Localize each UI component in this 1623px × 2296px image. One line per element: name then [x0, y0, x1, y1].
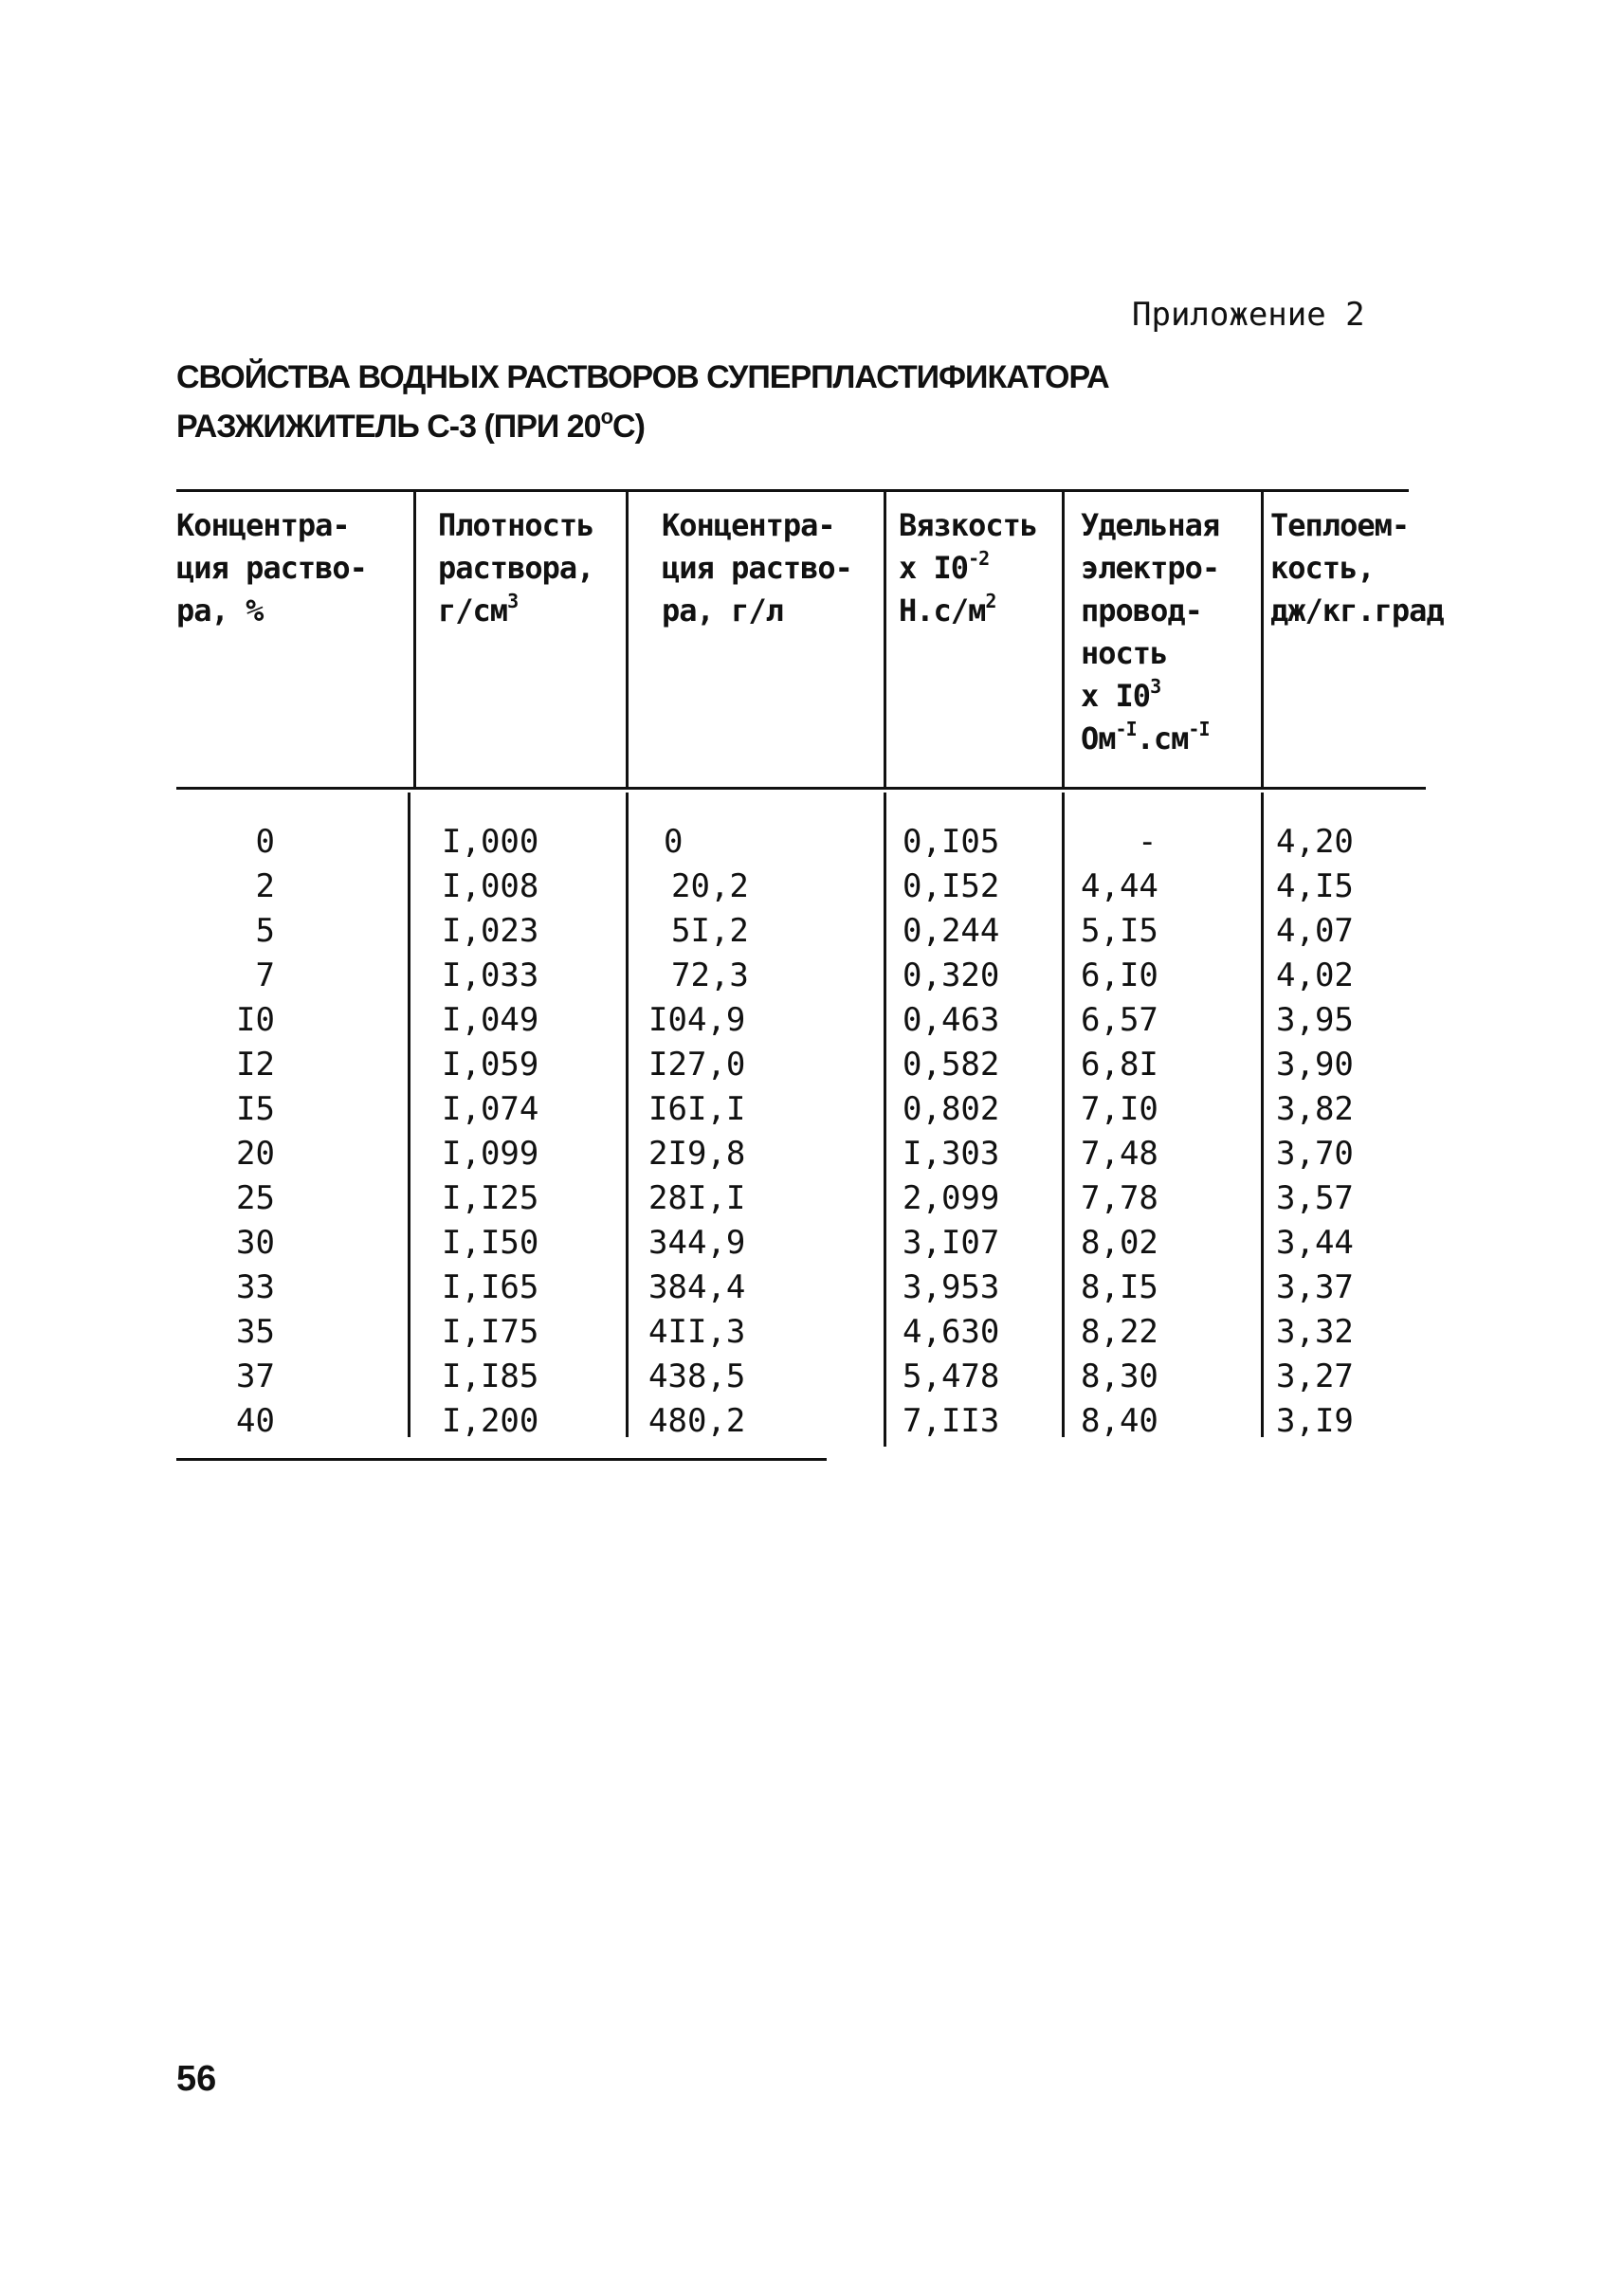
- annex-label: Приложение 2: [1132, 296, 1365, 334]
- cell-heat-capacity: 4,20: [1276, 823, 1354, 861]
- cell-conductivity: -: [1138, 823, 1158, 861]
- header-bottom-rule: [176, 787, 1426, 790]
- cell-concentration-gl: 72,3: [671, 957, 749, 994]
- cell-density: I,023: [442, 912, 539, 950]
- cell-concentration-gl: 28I,I: [648, 1179, 746, 1217]
- cell-concentration-percent: I5: [236, 1090, 275, 1128]
- body-divider: [408, 793, 410, 1437]
- cell-conductivity: 8,02: [1081, 1224, 1158, 1262]
- cell-heat-capacity: 3,95: [1276, 1001, 1354, 1039]
- cell-density: I,I75: [442, 1313, 539, 1351]
- cell-conductivity: 7,78: [1081, 1179, 1158, 1217]
- cell-viscosity: 0,320: [903, 957, 1000, 994]
- cell-heat-capacity: 4,02: [1276, 957, 1354, 994]
- cell-viscosity: 0,582: [903, 1046, 1000, 1084]
- header-divider: [1261, 491, 1264, 787]
- cell-heat-capacity: 3,37: [1276, 1268, 1354, 1306]
- cell-heat-capacity: 3,57: [1276, 1179, 1354, 1217]
- cell-concentration-percent: 33: [236, 1268, 275, 1306]
- cell-heat-capacity: 4,I5: [1276, 867, 1354, 905]
- header-divider: [1062, 491, 1065, 787]
- body-divider: [626, 793, 629, 1437]
- cell-heat-capacity: 3,82: [1276, 1090, 1354, 1128]
- cell-viscosity: 3,953: [903, 1268, 1000, 1306]
- cell-heat-capacity: 3,90: [1276, 1046, 1354, 1084]
- cell-concentration-gl: 438,5: [648, 1358, 746, 1395]
- cell-concentration-percent: 2: [255, 867, 275, 905]
- cell-viscosity: 4,630: [903, 1313, 1000, 1351]
- cell-viscosity: 5,478: [903, 1358, 1000, 1395]
- header-concentration-percent: Концентра- ция раство- ра, %: [176, 507, 367, 629]
- cell-concentration-percent: 0: [255, 823, 275, 861]
- cell-viscosity: I,303: [903, 1135, 1000, 1173]
- cell-concentration-percent: 5: [255, 912, 275, 950]
- body-divider: [884, 793, 886, 1447]
- cell-concentration-percent: 7: [255, 957, 275, 994]
- cell-density: I,I50: [442, 1224, 539, 1262]
- title-line-2: РАЗЖИЖИТЕЛЬ С-3 (ПРИ $20^оС$): [176, 405, 645, 445]
- cell-density: I,099: [442, 1135, 539, 1173]
- table-bottom-rule: [176, 1458, 827, 1461]
- cell-viscosity: 0,244: [903, 912, 1000, 950]
- cell-concentration-percent: I0: [236, 1001, 275, 1039]
- header-heat-capacity: Теплоем- кость, дж/кг.град: [1270, 507, 1444, 629]
- cell-concentration-percent: 40: [236, 1402, 275, 1440]
- cell-concentration-gl: I04,9: [648, 1001, 746, 1039]
- cell-concentration-percent: 30: [236, 1224, 275, 1262]
- cell-viscosity: 2,099: [903, 1179, 1000, 1217]
- title-line-1: СВОЙСТВА ВОДНЫХ РАСТВОРОВ СУПЕРПЛАСТИФИКАТОРА: [176, 359, 1109, 395]
- cell-concentration-gl: 0: [664, 823, 684, 861]
- cell-heat-capacity: 3,I9: [1276, 1402, 1354, 1440]
- header-density: Плотность раствора, $г/см^3$: [438, 507, 594, 629]
- cell-viscosity: 7,II3: [903, 1402, 1000, 1440]
- cell-density: I,074: [442, 1090, 539, 1128]
- cell-conductivity: 6,I0: [1081, 957, 1158, 994]
- header-divider: [884, 491, 886, 787]
- cell-density: I,008: [442, 867, 539, 905]
- cell-concentration-gl: I6I,I: [648, 1090, 746, 1128]
- cell-density: I,033: [442, 957, 539, 994]
- cell-viscosity: 0,I52: [903, 867, 1000, 905]
- cell-concentration-gl: 2I9,8: [648, 1135, 746, 1173]
- cell-viscosity: 0,I05: [903, 823, 1000, 861]
- cell-concentration-gl: 4II,3: [648, 1313, 746, 1351]
- cell-concentration-gl: 20,2: [671, 867, 749, 905]
- header-conductivity: Удельная электро- провод- ность х $I0^3$ $Ом^{-I}.см^{-I}$: [1081, 507, 1220, 756]
- cell-conductivity: 8,I5: [1081, 1268, 1158, 1306]
- cell-conductivity: 7,I0: [1081, 1090, 1158, 1128]
- cell-density: I,I65: [442, 1268, 539, 1306]
- cell-concentration-gl: 384,4: [648, 1268, 746, 1306]
- header-concentration-gl: Концентра- ция раство- ра, г/л: [662, 507, 852, 629]
- body-divider: [1261, 793, 1264, 1437]
- document-title: [176, 353, 1109, 451]
- header-divider: [413, 491, 416, 787]
- cell-concentration-percent: 20: [236, 1135, 275, 1173]
- cell-viscosity: 0,802: [903, 1090, 1000, 1128]
- page-number: 56: [176, 2059, 217, 2099]
- cell-conductivity: 4,44: [1081, 867, 1158, 905]
- cell-concentration-percent: 35: [236, 1313, 275, 1351]
- cell-conductivity: 7,48: [1081, 1135, 1158, 1173]
- cell-heat-capacity: 3,27: [1276, 1358, 1354, 1395]
- header-divider: [626, 491, 629, 787]
- cell-concentration-gl: 344,9: [648, 1224, 746, 1262]
- cell-conductivity: 6,8I: [1081, 1046, 1158, 1084]
- cell-conductivity: 5,I5: [1081, 912, 1158, 950]
- cell-density: I,059: [442, 1046, 539, 1084]
- header-viscosity: Вязкость х $I0^{-2}$ $Н.с/м^2$: [899, 507, 1038, 629]
- cell-conductivity: 8,22: [1081, 1313, 1158, 1351]
- cell-viscosity: 3,I07: [903, 1224, 1000, 1262]
- cell-density: I,049: [442, 1001, 539, 1039]
- cell-density: I,000: [442, 823, 539, 861]
- cell-density: I,I25: [442, 1179, 539, 1217]
- cell-conductivity: 8,40: [1081, 1402, 1158, 1440]
- cell-concentration-gl: 5I,2: [671, 912, 749, 950]
- cell-heat-capacity: 4,07: [1276, 912, 1354, 950]
- cell-heat-capacity: 3,70: [1276, 1135, 1354, 1173]
- body-divider: [1062, 793, 1065, 1437]
- cell-density: I,200: [442, 1402, 539, 1440]
- cell-viscosity: 0,463: [903, 1001, 1000, 1039]
- table-top-rule: [176, 489, 1409, 492]
- cell-heat-capacity: 3,32: [1276, 1313, 1354, 1351]
- cell-concentration-gl: 480,2: [648, 1402, 746, 1440]
- cell-concentration-percent: 25: [236, 1179, 275, 1217]
- cell-conductivity: 8,30: [1081, 1358, 1158, 1395]
- cell-concentration-percent: 37: [236, 1358, 275, 1395]
- cell-density: I,I85: [442, 1358, 539, 1395]
- cell-concentration-percent: I2: [236, 1046, 275, 1084]
- cell-concentration-gl: I27,0: [648, 1046, 746, 1084]
- cell-heat-capacity: 3,44: [1276, 1224, 1354, 1262]
- cell-conductivity: 6,57: [1081, 1001, 1158, 1039]
